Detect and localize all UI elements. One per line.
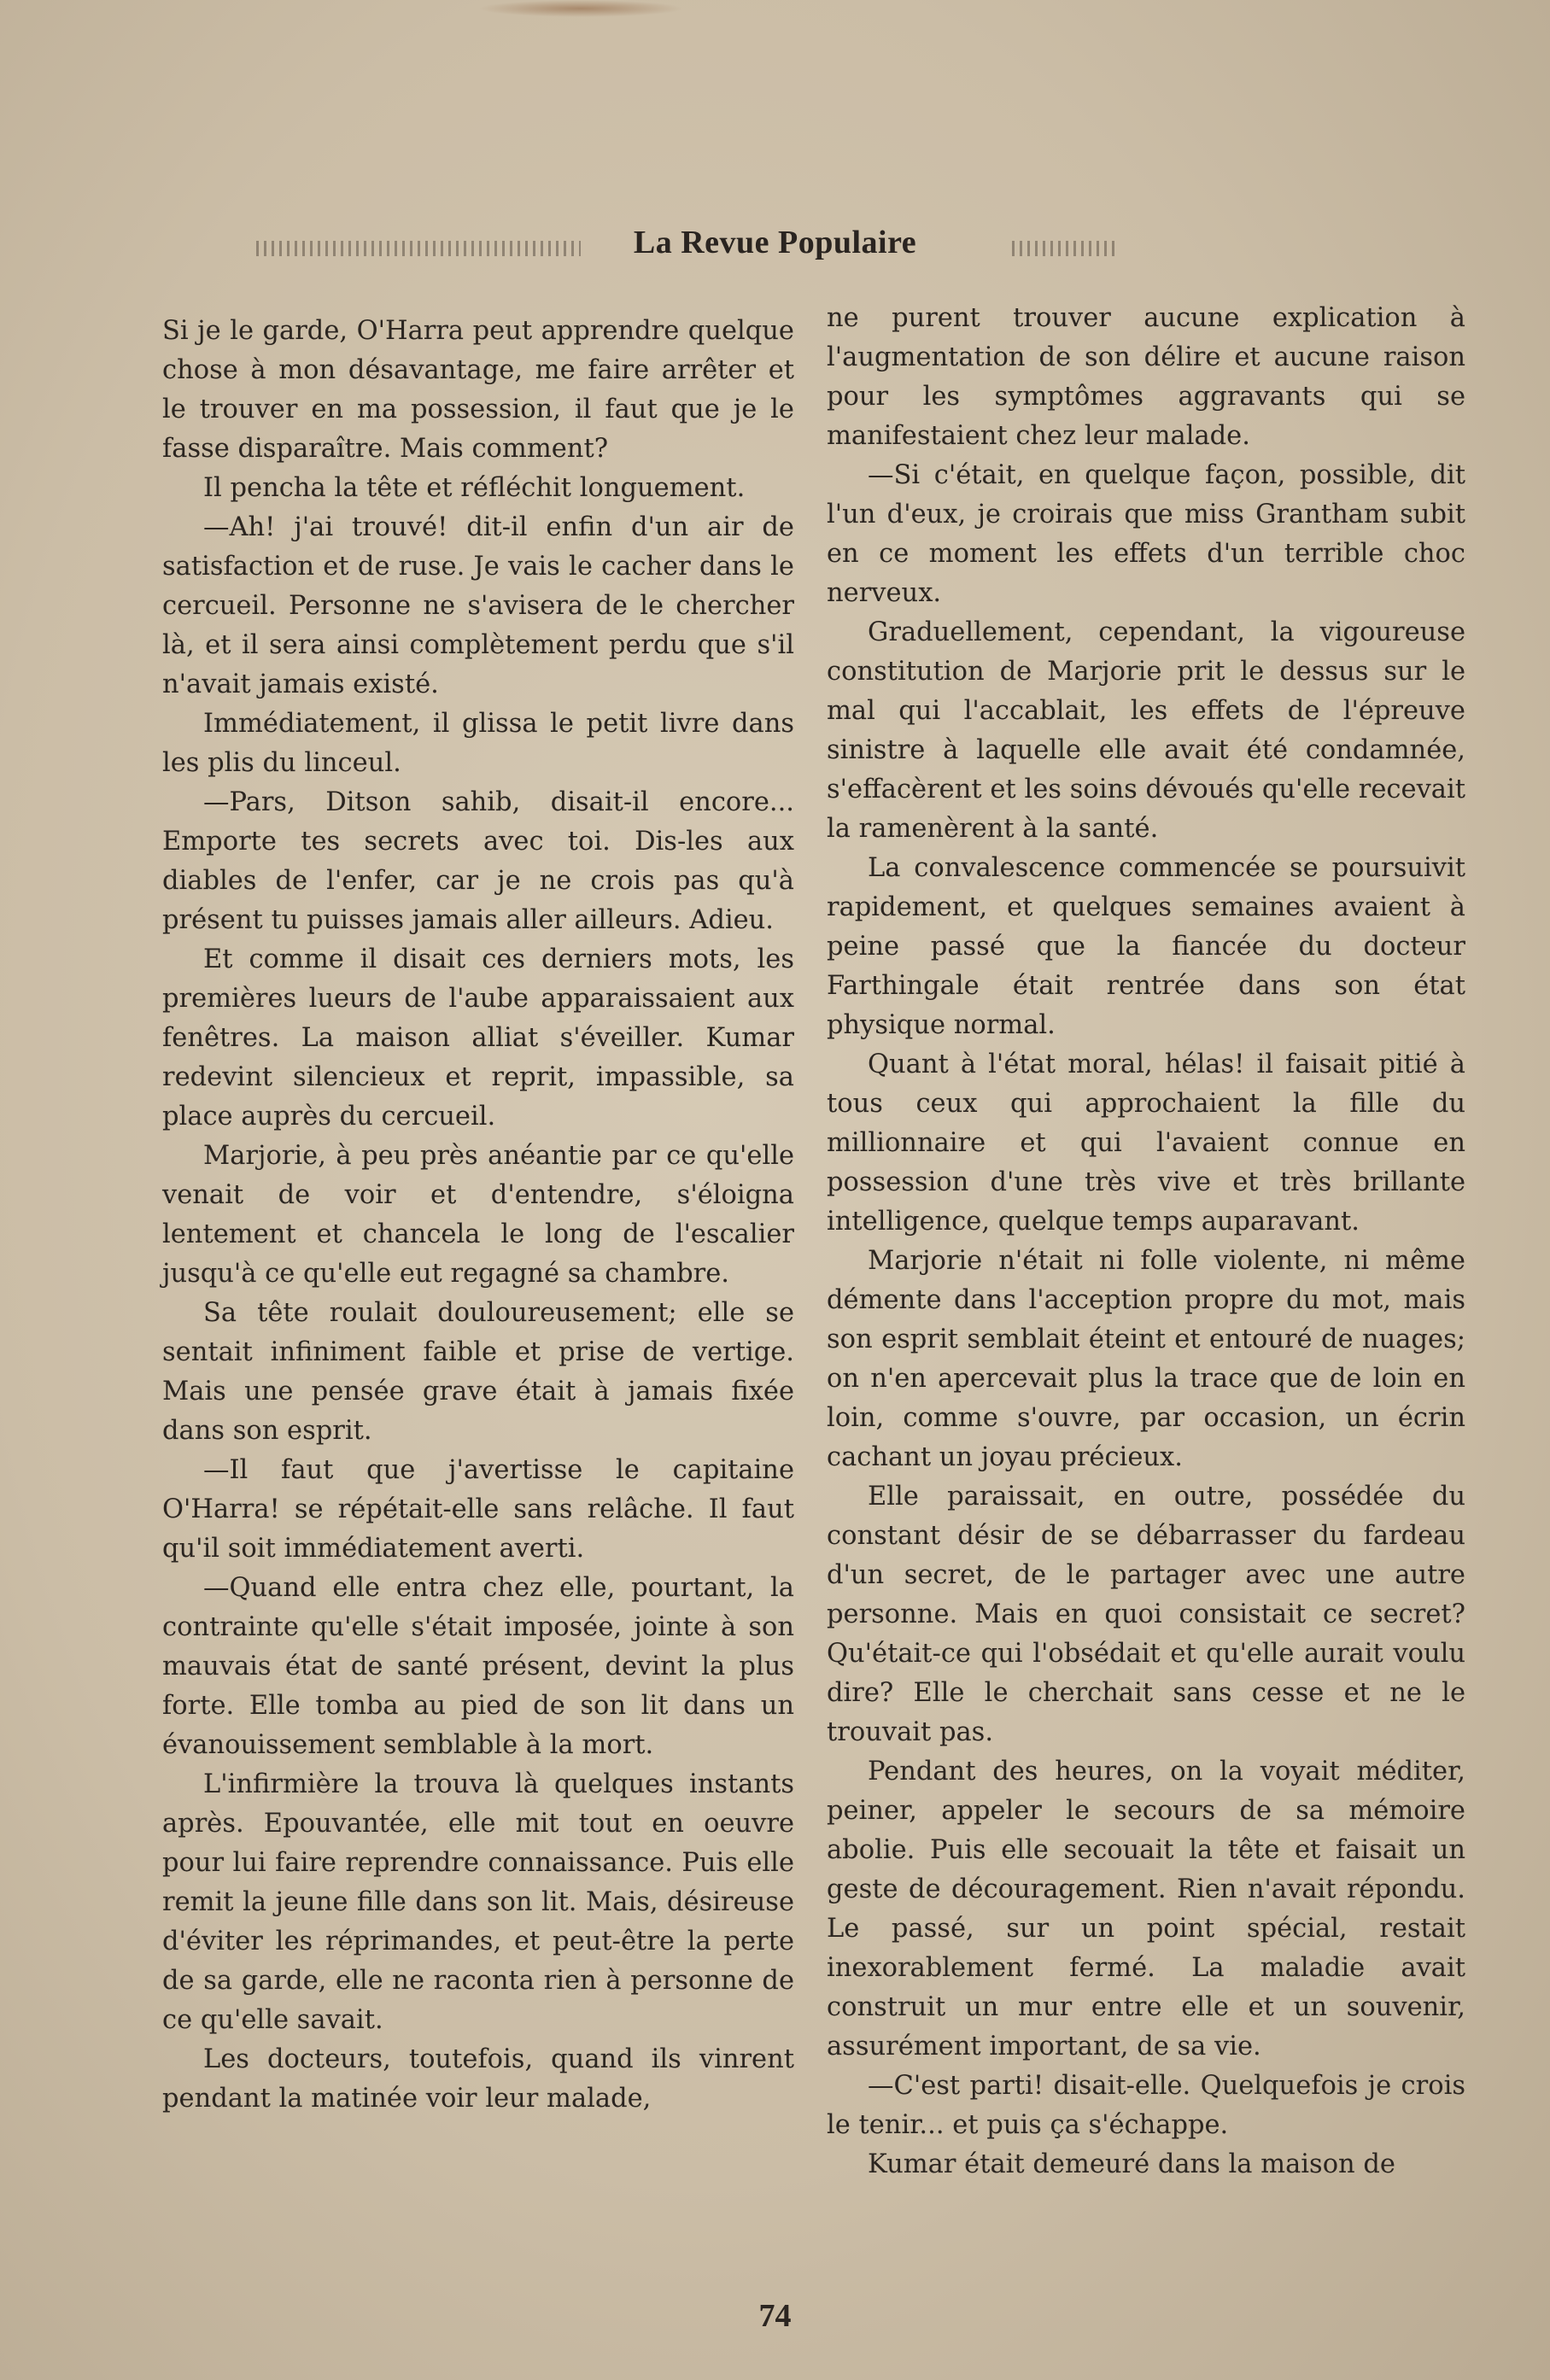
paper-stain	[478, 0, 683, 17]
paragraph: Quant à l'état moral, hélas! il faisait pitié à tous ceux qui approchaient la fille du millionnaire et qui l'avaient connue en possession d'une très vive et très brillante intelligence, quelque temps auparavant.	[827, 1050, 1465, 1237]
paragraph: Marjorie n'était ni folle violente, ni même démente dans l'acception propre du mot, mais son esprit semblait éteint et entouré de nuages; on n'en apercevait plus la trace que de loin en loin, comme s'ouvre, par occasion, un écrin cachant un joyau précieux.	[827, 1246, 1465, 1472]
paragraph: Il pencha la tête et réfléchit longuement.	[203, 473, 746, 503]
paragraph: Marjorie, à peu près anéantie par ce qu'elle venait de voir et d'entendre, s'éloigna lentement et chancela le long de l'escalier jusqu'à ce qu'elle eut regagné sa chambre.	[162, 1141, 794, 1289]
paragraph: Elle paraissait, en outre, possédée du constant désir de se débarrasser du fardeau d'un secret, de le partager avec une autre personne. Mais en quoi consistait ce secret? Qu'était-ce qui l'obsédait et qu'elle aurait voulu dire? Elle le cherchait sans cesse et ne le trouvait pas.	[827, 1482, 1465, 1747]
paragraph: —Si c'était, en quelque façon, possible, dit l'un d'eux, je croirais que miss Grantham subit en ce moment les effets d'un terrible choc nerveux.	[827, 460, 1465, 608]
page-number: 74	[758, 2298, 792, 2334]
paragraph: Et comme il disait ces derniers mots, les premières lueurs de l'aube apparaissaient aux fenêtres. La maison alliat s'éveiller. Kumar redevint silencieux et reprit, impassible, sa place auprès du cercueil.	[162, 944, 794, 1132]
paragraph: —C'est parti! disait-elle. Quelquefois je crois le tenir... et puis ça s'échappe.	[827, 2071, 1465, 2140]
paragraph: Graduellement, cependant, la vigoureuse constitution de Marjorie prit le dessus sur le mal qui l'accablait, les effets de l'épreuve sinistre à laquelle elle avait été condamnée, s'effacèrent et les soins dévoués qu'elle recevait la ramenèrent à la santé.	[827, 617, 1465, 844]
running-header: La Revue Populaire	[633, 225, 917, 260]
paragraph: Si je le garde, O'Harra peut apprendre quelque chose à mon désavantage, me faire arrêter et le trouver en ma possession, il faut que je le fasse disparaître. Mais comment?	[162, 316, 794, 464]
paragraph: Sa tête roulait douloureusement; elle se sentait infiniment faible et prise de vertige. Mais une pensée grave était à jamais fixée dans son esprit.	[162, 1298, 794, 1446]
paragraph: —Quand elle entra chez elle, pourtant, la contrainte qu'elle s'était imposée, jointe à son mauvais état de santé présent, devint la plus forte. Elle tomba au pied de son lit dans un évanouissement semblable à la mort.	[162, 1573, 794, 1760]
paragraph: Les docteurs, toutefois, quand ils vinrent pendant la matinée voir leur malade,	[162, 2044, 794, 2114]
paragraph: —Ah! j'ai trouvé! dit-il enfin d'un air de satisfaction et de ruse. Je vais le cacher dans le cercueil. Personne ne s'avisera de le chercher là, et il sera ainsi complètement perdu que s'il n'avait jamais existé.	[162, 512, 794, 699]
paragraph: Kumar était demeuré dans la maison de	[868, 2149, 1395, 2179]
left-column	[162, 312, 794, 2119]
paragraph: Pendant des heures, on la voyait méditer, peiner, appeler le secours de sa mémoire abolie. Puis elle secouait la tête et faisait un geste de découragement. Rien n'avait répondu. Le passé, sur un point spécial, restait inexorablement fermé. La maladie avait construit un mur entre elle et un souvenir, assurément important, de sa vie.	[827, 1757, 1465, 2061]
paragraph: —Il faut que j'avertisse le capitaine O'Harra! se répétait-elle sans relâche. Il faut qu'il soit immédiatement averti.	[162, 1455, 794, 1564]
right-column	[827, 299, 1465, 2184]
paragraph: La convalescence commencée se poursuivit rapidement, et quelques semaines avaient à peine passé que la fiancée du docteur Farthingale était rentrée dans son état physique normal.	[827, 853, 1465, 1040]
paragraph: L'infirmière la trouva là quelques instants après. Epouvantée, elle mit tout en oeuvre pour lui faire reprendre connaissance. Puis elle remit la jeune fille dans son lit. Mais, désireuse d'éviter les réprimandes, et peut-être la perte de sa garde, elle ne raconta rien à personne de ce qu'elle savait.	[162, 1769, 794, 2035]
paragraph: Immédiatement, il glissa le petit livre dans les plis du linceul.	[162, 709, 794, 778]
paragraph: —Pars, Ditson sahib, disait-il encore... Emporte tes secrets avec toi. Dis-les aux diables de l'enfer, car je ne crois pas qu'à présent tu puisses jamais aller ailleurs. Adieu.	[162, 787, 794, 935]
paragraph: ne purent trouver aucune explication à l'augmentation de son délire et aucune raison pour les symptômes aggravants qui se manifestaient chez leur malade.	[827, 303, 1465, 451]
